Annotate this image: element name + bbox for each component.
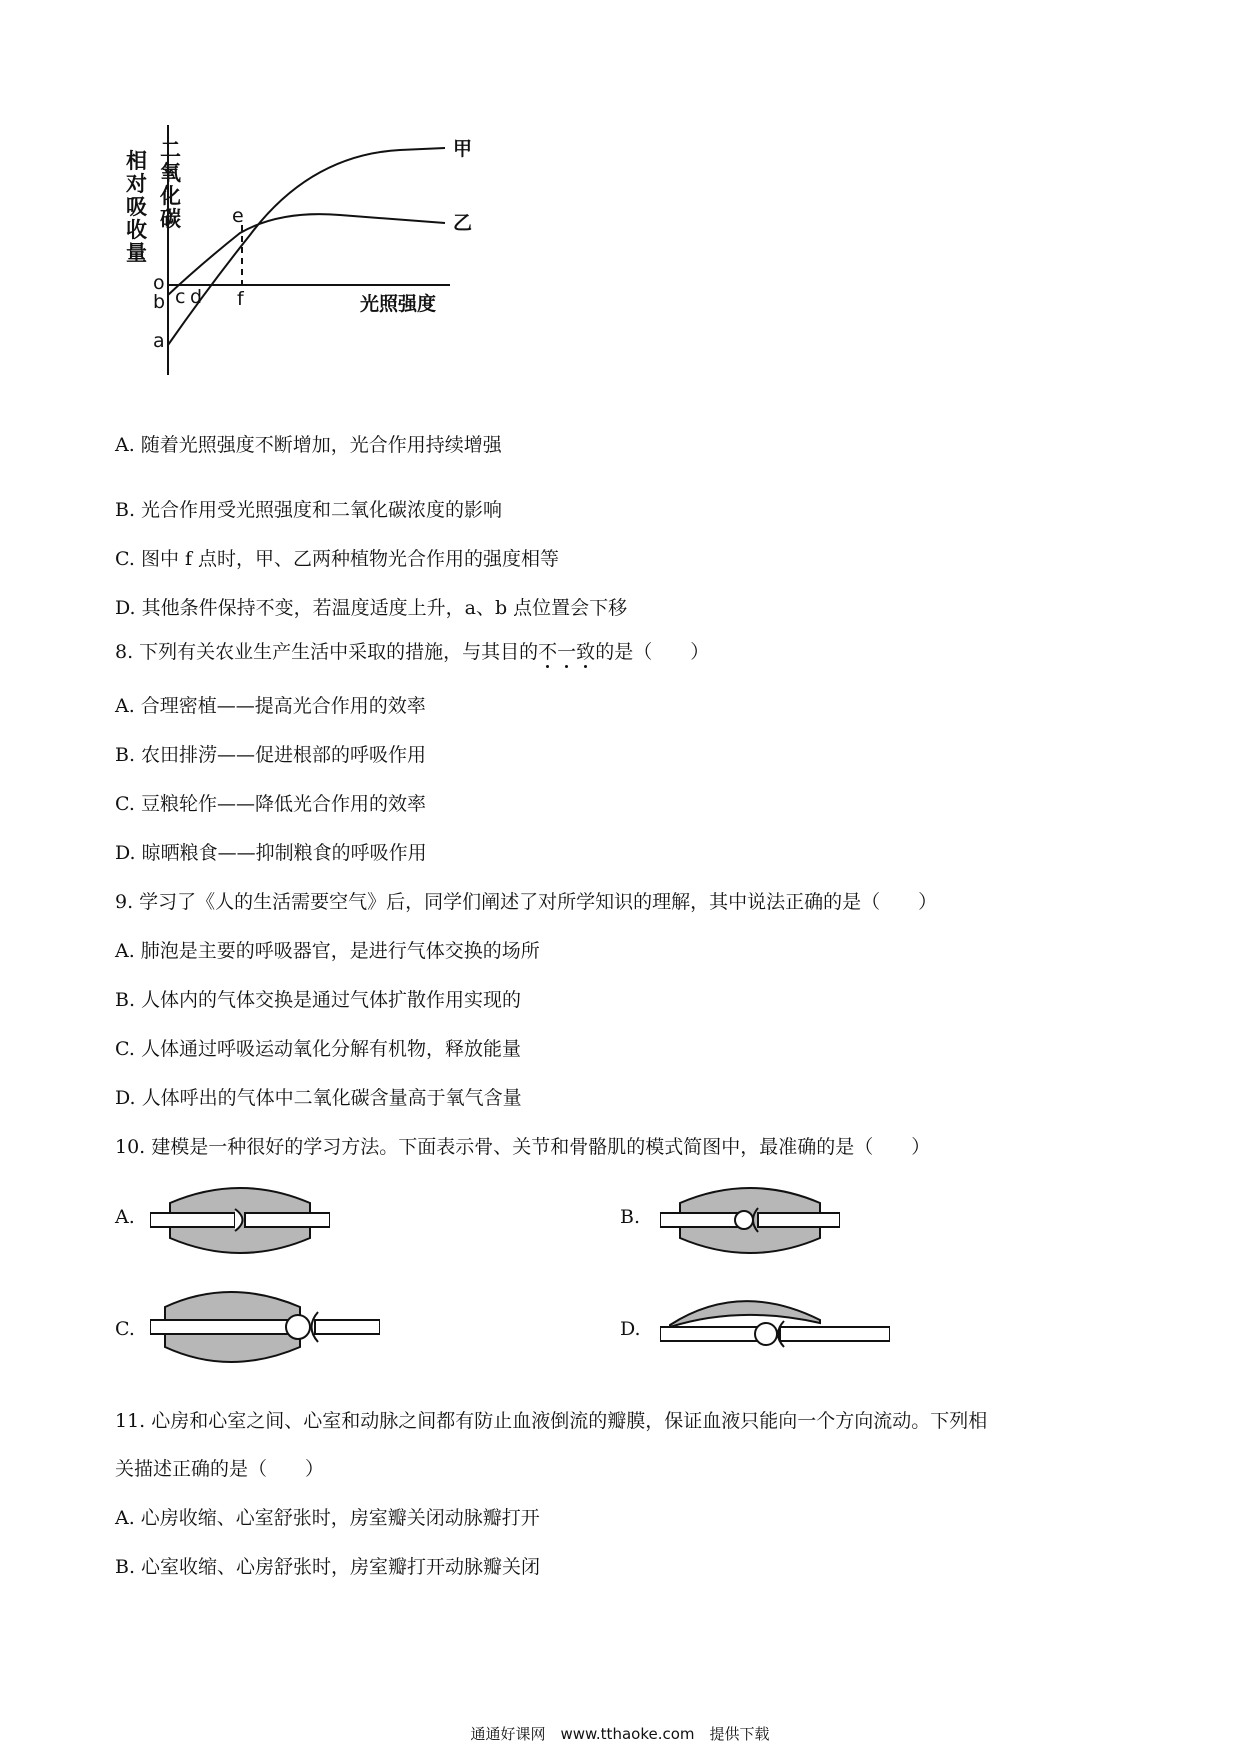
question-9-stem: 9. 学习了《人的生活需要空气》后，同学们阐述了对所学知识的理解，其中说法正确的是（ ） <box>115 891 938 913</box>
q8-stem-before: 8. 下列有关农业生产生活中采取的措施，与其目的 <box>115 641 539 663</box>
q9-option-a: A. 肺泡是主要的呼吸器官，是进行气体交换的场所 <box>115 940 540 962</box>
joint-diagram-d <box>660 1285 890 1365</box>
point-label-d: d <box>190 286 203 308</box>
joint-diagram-a <box>150 1183 330 1258</box>
q10-label-b: B. <box>620 1206 641 1228</box>
question-11-stem-line1: 11. 心房和心室之间、心室和动脉之间都有防止血液倒流的瓣膜，保证血液只能向一个方向流动。下列相 <box>115 1410 988 1432</box>
q11-option-b: B. 心室收缩、心房舒张时，房室瓣打开动脉瓣关闭 <box>115 1556 541 1578</box>
q11-option-a: A. 心房收缩、心室舒张时，房室瓣关闭动脉瓣打开 <box>115 1507 540 1529</box>
q9-option-b: B. 人体内的气体交换是通过气体扩散作用实现的 <box>115 989 522 1011</box>
q9-option-c: C. 人体通过呼吸运动氧化分解有机物，释放能量 <box>115 1038 521 1060</box>
y-axis-label-char: 化 <box>160 184 181 208</box>
q8-stem-emphasis: 不一致 <box>538 641 595 663</box>
curve-jia <box>168 148 445 345</box>
y-axis-label-char: 二 <box>160 138 181 162</box>
y-axis-label-char: 吸 <box>126 195 147 219</box>
y-axis-label-char: 量 <box>126 241 147 265</box>
q9-option-d: D. 人体呼出的气体中二氧化碳含量高于氧气含量 <box>115 1087 522 1109</box>
y-axis-label-char: 相 <box>126 149 147 173</box>
series-label-jia: 甲 <box>453 138 473 160</box>
q8-option-c: C. 豆粮轮作——降低光合作用的效率 <box>115 793 426 815</box>
q8-option-a: A. 合理密植——提高光合作用的效率 <box>115 695 426 717</box>
x-axis-label: 光照强度 <box>360 293 437 315</box>
q10-label-d: D. <box>620 1318 641 1340</box>
point-label-a: a <box>153 330 165 352</box>
series-label-yi: 乙 <box>453 212 473 234</box>
q10-label-a: A. <box>115 1206 135 1228</box>
q8-option-b: B. 农田排涝——促进根部的呼吸作用 <box>115 744 427 766</box>
page-footer: 通通好课网 www.tthaoke.com 提供下载 <box>470 1725 770 1743</box>
q7-option-a: A. 随着光照强度不断增加，光合作用持续增强 <box>115 434 502 456</box>
joint-diagram-c <box>150 1282 380 1372</box>
question-10-stem: 10. 建模是一种很好的学习方法。下面表示骨、关节和骨骼肌的模式简图中，最准确的是（ ） <box>115 1136 931 1158</box>
point-label-f: f <box>237 288 244 310</box>
curve-yi <box>168 214 445 295</box>
q8-stem-after: 的是（ ） <box>595 641 710 663</box>
point-label-b: b <box>153 291 166 313</box>
y-axis-label-char: 对 <box>126 172 147 196</box>
point-label-c: c <box>175 286 186 308</box>
q10-label-c: C. <box>115 1318 135 1340</box>
question-8-stem <box>115 639 709 665</box>
joint-diagram-b <box>660 1183 840 1258</box>
point-label-e: e <box>232 205 244 227</box>
y-axis-label-char: 收 <box>126 218 147 242</box>
y-axis-label-char: 碳 <box>160 207 181 231</box>
y-axis-label-char: 氧 <box>160 161 181 185</box>
q8-option-d: D. 晾晒粮食——抑制粮食的呼吸作用 <box>115 842 427 864</box>
q7-option-b: B. 光合作用受光照强度和二氧化碳浓度的影响 <box>115 499 503 521</box>
point-label-o: o <box>153 272 165 294</box>
q7-option-c: C. 图中 f 点时，甲、乙两种植物光合作用的强度相等 <box>115 548 560 570</box>
co2-light-chart <box>110 105 480 405</box>
q7-option-d: D. 其他条件保持不变，若温度适度上升，a、b 点位置会下移 <box>115 597 628 619</box>
question-11-stem-line2: 关描述正确的是（ ） <box>115 1458 325 1480</box>
